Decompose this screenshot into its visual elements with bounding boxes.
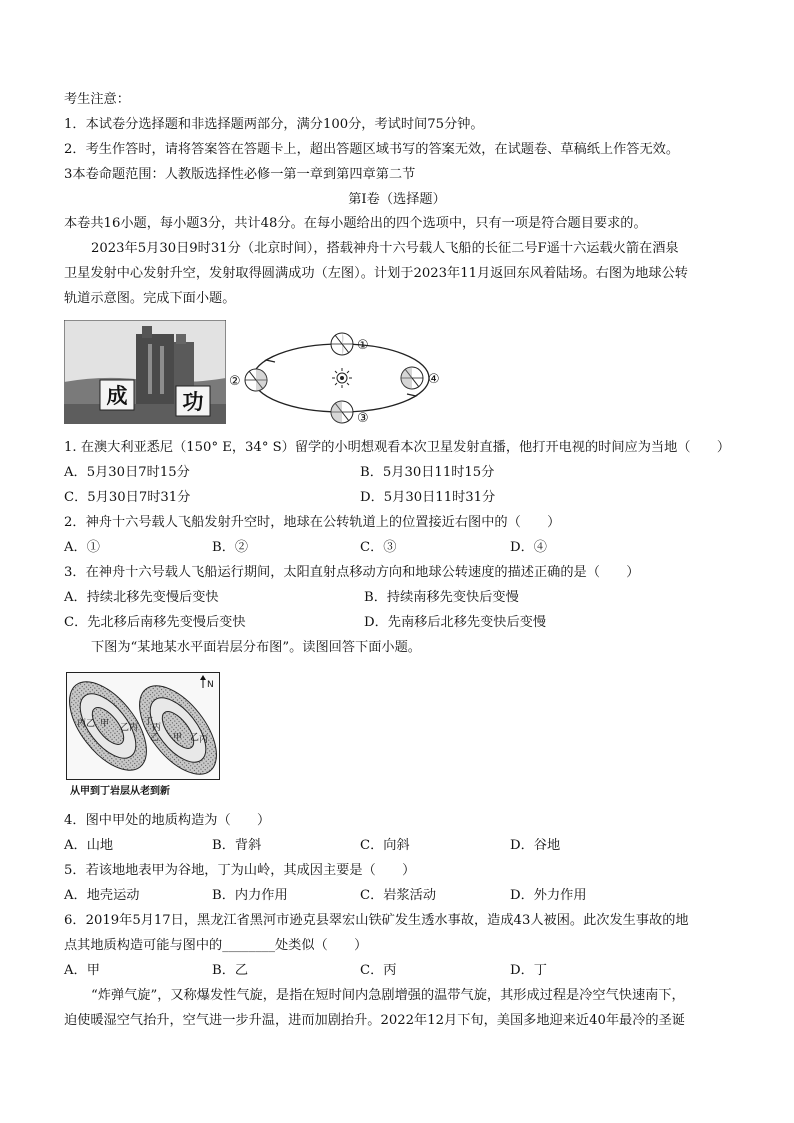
- orbit-label-3: ③: [357, 411, 369, 426]
- sun-icon: [332, 368, 352, 388]
- q4-option-d: D．谷地: [510, 838, 561, 853]
- section-title: 第Ⅰ卷（选择题）: [348, 192, 446, 207]
- launch-photo: [64, 320, 226, 424]
- passage3-line1: “炸弹气旋”，又称爆发性气旋，是指在短时间内急剧增强的温带气旋，其形成过程是冷空气快速南下，: [91, 988, 685, 1003]
- q2-stem: 2．神舟十六号载人飞船发射升空时，地球在公转轨道上的位置接近右图中的（ ）: [64, 515, 561, 530]
- q6-option-a: A．甲: [64, 963, 100, 978]
- passage3-line2: 迫使暖湿空气抬升，空气进一步升温，进而加剧抬升。2022年12月下旬，美国多地迎来近40年最冷的圣诞: [64, 1013, 685, 1028]
- notice-item-2: 2．考生作答时，请将答案答在答题卡上，超出答题区域书写的答案无效，在试题卷、草稿纸上作答无效。: [64, 142, 680, 157]
- strata-caption: 从甲到丁岩层从老到新: [70, 786, 170, 797]
- q5-option-b: B．内力作用: [212, 888, 288, 903]
- q2-options: [64, 538, 744, 558]
- strata-label-l3: 甲: [100, 719, 110, 729]
- q1-options-row1: [64, 463, 744, 483]
- q6-option-c: C．丙: [360, 963, 397, 978]
- q1-option-c: C．5月30日7时31分: [64, 490, 191, 505]
- orbit-diagram: [226, 324, 448, 432]
- q3-option-b: B．持续南移先变快后变慢: [364, 590, 519, 605]
- q5-option-a: A．地壳运动: [64, 888, 140, 903]
- notice-item-1: 1．本试卷分选择题和非选择题两部分，满分100分，考试时间75分钟。: [64, 117, 484, 132]
- q1-option-b: B．5月30日11时15分: [360, 465, 495, 480]
- q3-option-c: C．先北移后南移先变慢后变快: [64, 615, 246, 630]
- q6-option-d: D．丁: [510, 963, 547, 978]
- passage2: 下图为“某地某水平面岩层分布图”。读图回答下面小题。: [91, 640, 421, 655]
- notice-title: 考生注意：: [64, 92, 130, 107]
- passage1-line2: 卫星发射中心发射升空，发射取得圆满成功（左图）。计划于2023年11月返回东风着陆场。右图为地球公转: [64, 266, 688, 281]
- q2-option-d: D．④: [510, 540, 547, 555]
- strata-label-r4: 甲: [173, 733, 183, 743]
- q4-option-a: A．山地: [64, 838, 114, 853]
- photo-char-1: 成: [106, 384, 128, 408]
- earth-icon-3: [331, 401, 353, 423]
- strata-label-r5: 乙: [190, 733, 200, 743]
- north-label: N: [207, 680, 214, 690]
- earth-icon-2: [245, 369, 267, 391]
- earth-icon-4: [401, 367, 423, 389]
- orbit-label-4: ④: [428, 372, 440, 387]
- q3-option-d: D．先南移后北移先变快后变慢: [364, 615, 547, 630]
- strata-label-r3: 乙: [150, 733, 160, 743]
- q1-options-row2: [64, 488, 744, 508]
- q5-option-d: D．外力作用: [510, 888, 587, 903]
- q6-option-b: B．乙: [212, 963, 249, 978]
- q3-option-a: A．持续北移先变慢后变快: [64, 590, 219, 605]
- earth-icon-1: [331, 333, 353, 355]
- q2-option-a: A．①: [64, 540, 100, 555]
- q5-stem: 5．若该地地表甲为谷地，丁为山岭，其成因主要是（ ）: [64, 863, 416, 878]
- notice-item-3: 3本卷命题范围：人教版选择性必修一第一章到第四章第二节: [64, 167, 416, 182]
- strata-label-l1: 丙: [77, 719, 87, 729]
- q4-option-c: C．向斜: [360, 838, 410, 853]
- q4-options: [64, 836, 744, 856]
- strata-label-r6: 丙: [199, 735, 209, 745]
- q3-options-row1: [64, 588, 744, 608]
- passage1-line1: 2023年5月30日9时31分（北京时间），搭载神舟十六号载人飞船的长征二号F遥十六运载火箭在酒泉: [91, 241, 679, 256]
- photo-char-2: 功: [182, 390, 204, 414]
- q3-options-row2: [64, 613, 744, 633]
- q2-option-c: C．③: [360, 540, 397, 555]
- q6-stem-line2: 点其地质构造可能与图中的________处类似（ ）: [64, 938, 368, 953]
- strata-label-l5: 丙: [129, 723, 139, 733]
- q1-stem: 1. 在澳大利亚悉尼（150° E，34° S）留学的小明想观看本次卫星发射直播，他打开电视的时间应为当地（ ）: [64, 440, 731, 455]
- q6-options: [64, 961, 744, 981]
- q6-stem-line1: 6．2019年5月17日，黑龙江省黑河市逊克县翠宏山铁矿发生透水事故，造成43人被困。此次发生事故的地: [64, 913, 689, 928]
- orbit-label-2: ②: [229, 374, 241, 389]
- q5-options: [64, 886, 744, 906]
- strata-label-l4: 乙: [120, 723, 130, 733]
- orbit-label-1: ①: [357, 338, 369, 353]
- strata-label-r2: 丙: [152, 723, 162, 733]
- q4-stem: 4．图中甲处的地质构造为（ ）: [64, 813, 271, 828]
- q5-option-c: C．岩浆活动: [360, 888, 437, 903]
- passage1-line3: 轨道示意图。完成下面小题。: [64, 291, 236, 306]
- q2-option-b: B．②: [212, 540, 249, 555]
- q1-option-a: A．5月30日7时15分: [64, 465, 190, 480]
- q4-option-b: B．背斜: [212, 838, 262, 853]
- strata-label-r1: 丁: [144, 717, 154, 727]
- strata-label-l2: 乙: [86, 719, 96, 729]
- q1-option-d: D．5月30日11时31分: [360, 490, 496, 505]
- section-intro: 本卷共16小题，每小题3分，共计48分。在每小题给出的四个选项中，只有一项是符合题目要求的。: [64, 216, 647, 231]
- q3-stem: 3．在神舟十六号载人飞船运行期间，太阳直射点移动方向和地球公转速度的描述正确的是（ ）: [64, 565, 640, 580]
- strata-map: [66, 672, 220, 780]
